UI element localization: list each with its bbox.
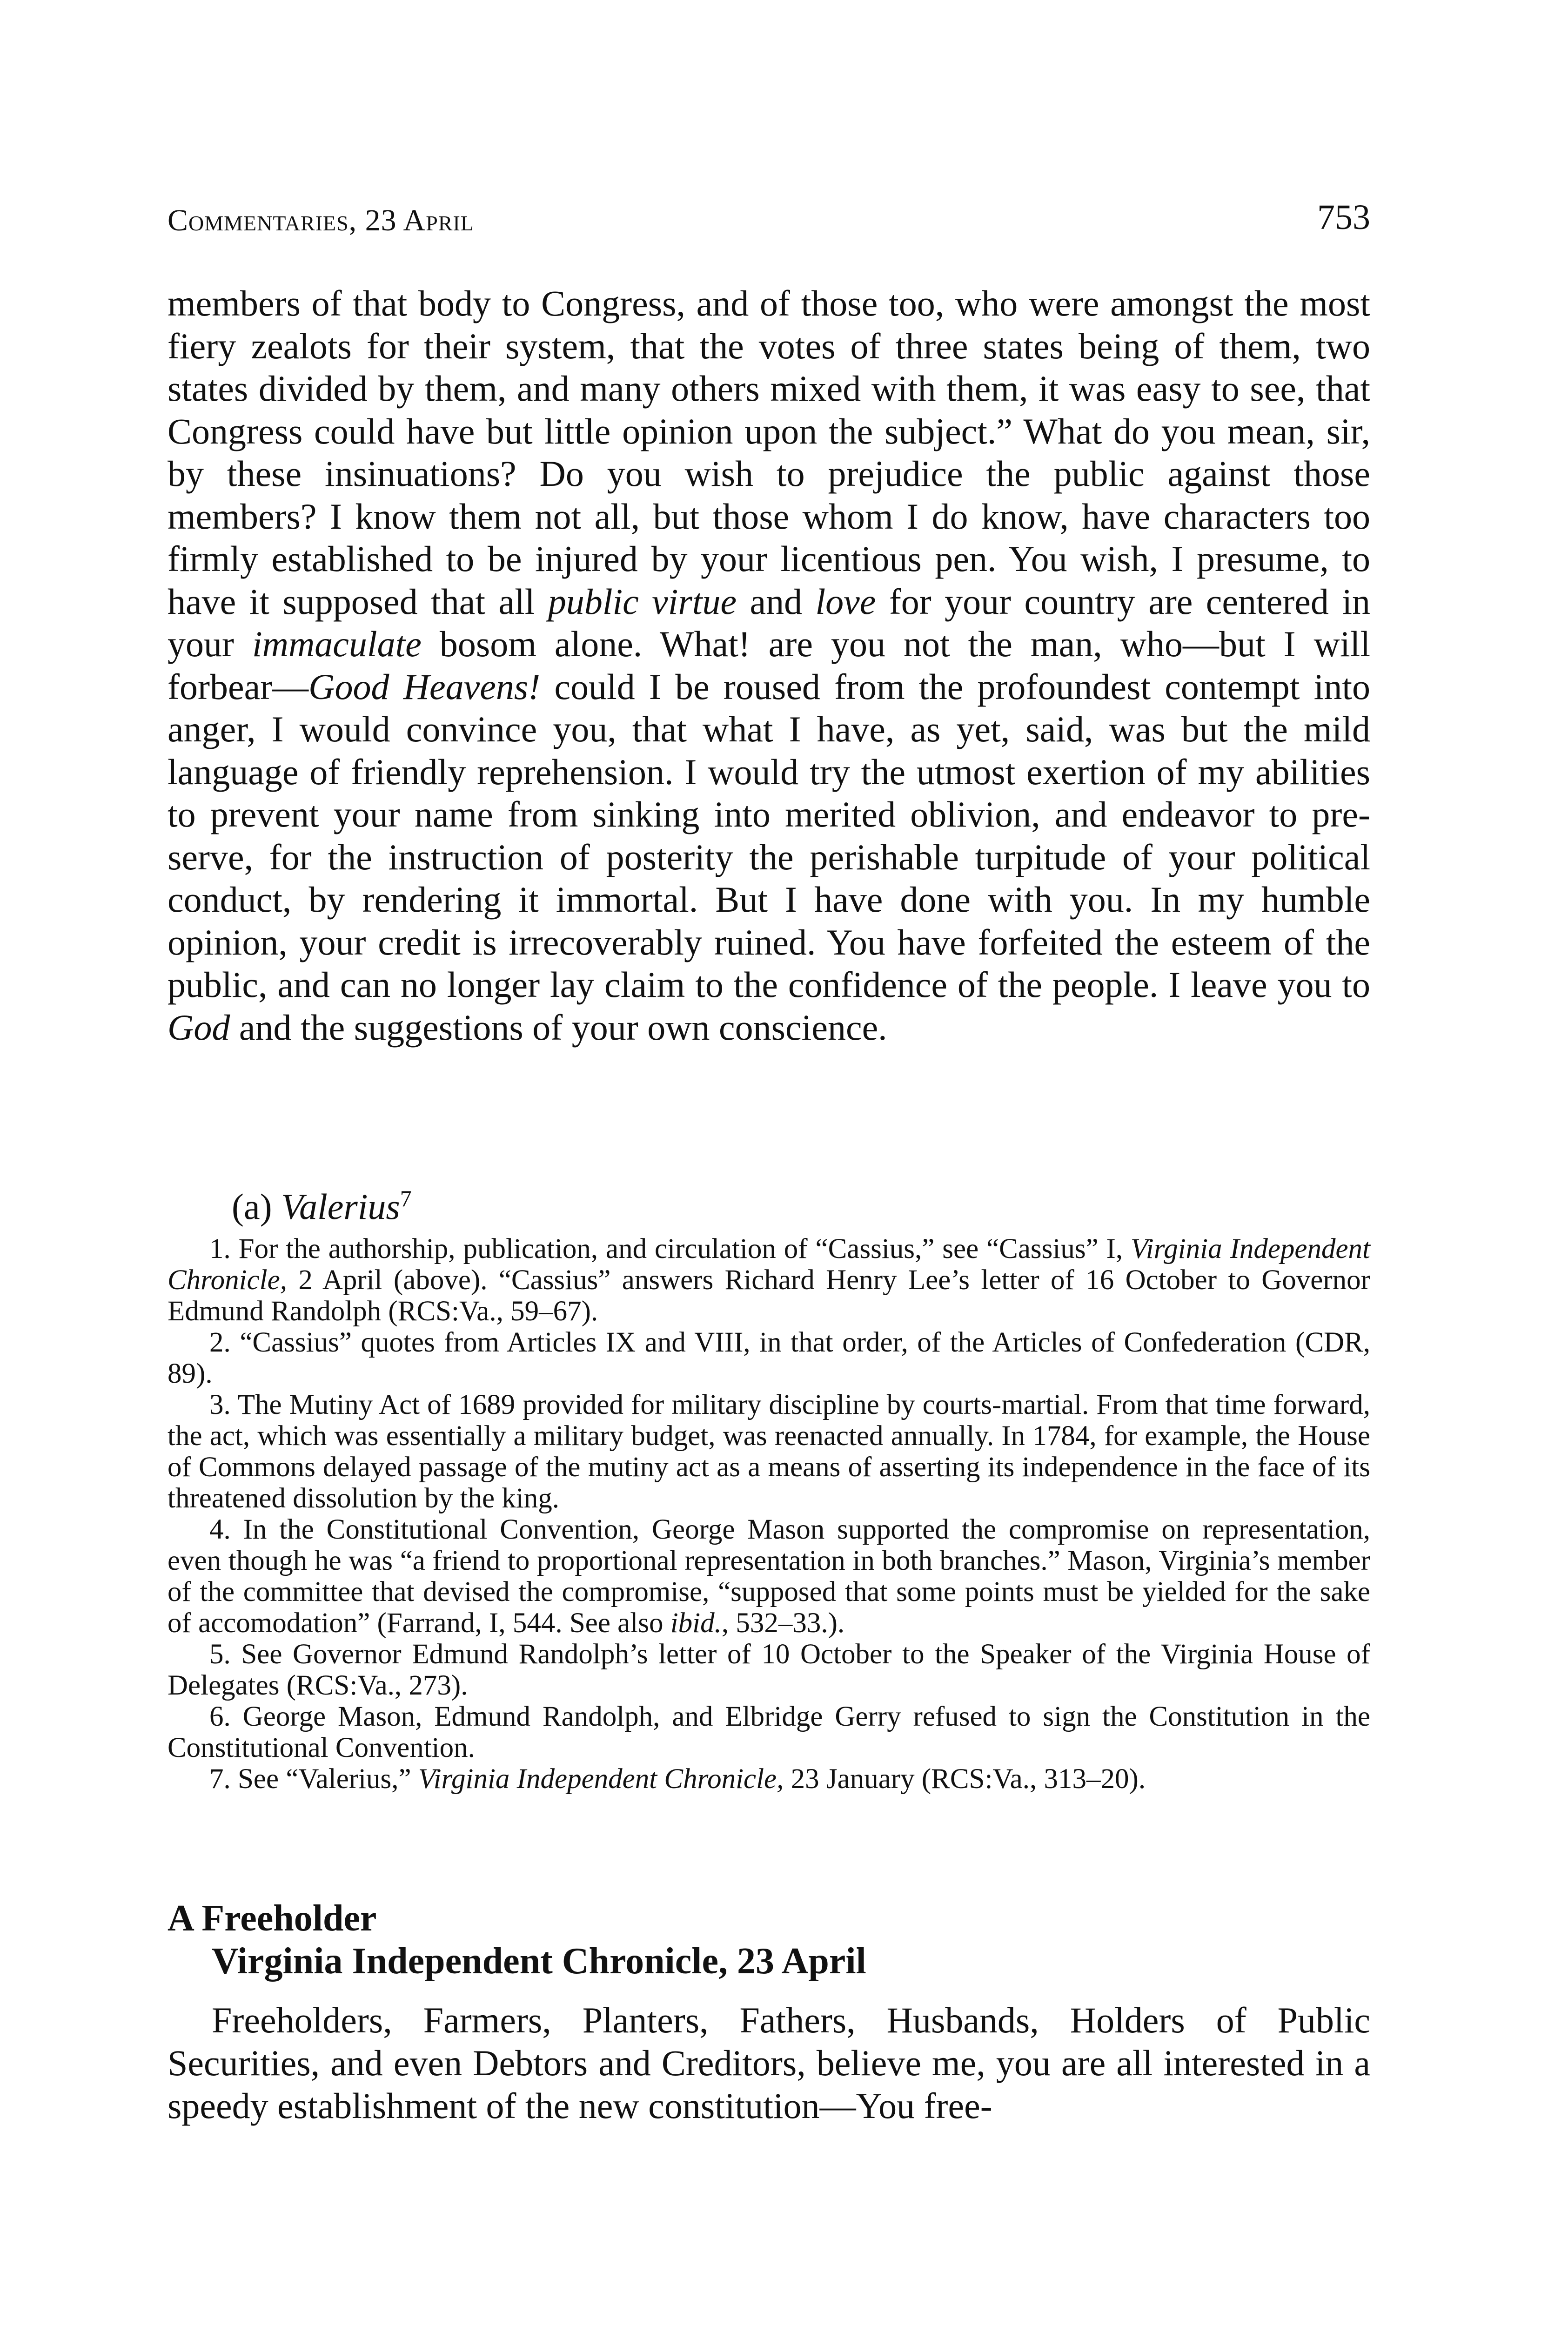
section-subheading: Virginia Independent Chronicle, 23 April	[212, 1941, 866, 1982]
main-body-text	[168, 282, 1370, 1049]
body-text-segment: for your country are centered in your	[168, 581, 1370, 664]
signature-note-ref: 7	[400, 1185, 412, 1211]
footnote-italic: Virginia Independent Chronicle,	[418, 1763, 784, 1795]
section-heading: A Freeholder	[168, 1898, 377, 1939]
body-text-segment: could I be roused from the profoundest contempt into anger, I would convince you, that what I have, as yet, said, was but the mild language of friendly reprehension. I would try the utmost exertion of my abilities to prevent your name from sinking into merited oblivion, and endeavor to preserve, for the instruction of posterity the perishable turpitude of your political conduct, by rendering it immortal. But I have done with you. In my humble opinion, your credit is irrecoverably ruined. You have forfeited the esteem of the public, and can no longer lay claim to the confidence of the people. I leave you to	[168, 666, 1370, 1005]
footnote-5: 5. See Governor Edmund Randolph’s letter of 10 October to the Speaker of the Virginia House of Delegates (RCS:Va., 273).	[168, 1639, 1370, 1701]
body-text-segment: members of that body to Congress, and of those too, who were amongst the most fiery zealots for their system, that the votes of three states being of them, two states divided by them, and many others mixed with them, it was easy to see, that Congress could have but little opinion upon the subject.” What do you mean, sir, by these insinuations? Do you wish to prejudice the public against those members? I know them not all, but those whom I do know, have characters too firmly established to be injured by your licentious pen. You wish, I presume, to have it supposed that all	[168, 283, 1370, 622]
footnote-text: , 532–33.).	[721, 1607, 845, 1639]
body-text-segment: and the suggestions of your own conscience.	[230, 1007, 887, 1048]
running-head: Commentaries, 23 April	[168, 203, 474, 237]
page-header	[168, 198, 1370, 240]
signature-line	[232, 1177, 412, 1228]
footnote-text: 7. See “Valerius,”	[209, 1763, 418, 1795]
footnote-text: 4. In the Constitutional Convention, George Mason supported the compromise on representation, even though he was “a friend to proportional representation in both branches.” Mason, Virginia’s member of the committee that devised the compromise, “supposed that some points must be yielded for the sake of accomodation” (Farrand, I, 544. See also	[168, 1514, 1370, 1639]
footnote-italic: ibid.	[670, 1607, 722, 1639]
section-body-paragraph: Freeholders, Farmers, Planters, Fathers, Husbands, Holders of Public Securities, and even Debtors and Creditors, believe me, you are all interested in a speedy establishment of the new constitution—You free-	[168, 2000, 1370, 2126]
emphasis-public-virtue: public virtue	[548, 581, 737, 622]
signature-name: Valerius	[281, 1186, 400, 1227]
body-paragraph	[168, 282, 1370, 1049]
footnote-6: 6. George Mason, Edmund Randolph, and Elbridge Gerry refused to sign the Constitution in the Constitutional Convention.	[168, 1701, 1370, 1763]
footnote-2: 2. “Cassius” quotes from Articles IX and VIII, in that order, of the Articles of Confederation (CDR, 89).	[168, 1327, 1370, 1389]
footnote-italic: Virginia Independent Chronicle,	[168, 1233, 1371, 1296]
footnote-7	[168, 1763, 1370, 1795]
emphasis-immaculate: immaculate	[252, 624, 422, 664]
footnotes	[168, 1233, 1370, 1795]
body-text-segment: bosom alone. What! are you not the man, who—but I will forbear—	[168, 624, 1370, 707]
footnote-3: 3. The Mutiny Act of 1689 provided for military discipline by courts-martial. From that time forward, the act, which was essentially a military budget, was reenacted annually. In 1784, for example, the House of Commons delayed passage of the mutiny act as a means of asserting its independence in the face of its threatened dissolution by the king.	[168, 1389, 1370, 1514]
signature-prefix: (a)	[232, 1186, 281, 1227]
footnote-text: 2 April (above). “Cassius” answers Richard Henry Lee’s letter of 16 October to Governor Edmund Randolph (RCS:Va., 59–67).	[168, 1264, 1370, 1327]
emphasis-god: God	[168, 1007, 230, 1048]
footnote-1	[168, 1233, 1370, 1327]
body-text-segment: and	[737, 581, 816, 622]
page-number: 753	[1317, 198, 1370, 237]
footnote-4	[168, 1514, 1370, 1639]
footnote-text: 23 January (RCS:Va., 313–20).	[784, 1763, 1146, 1795]
footnote-text: 1. For the authorship, publication, and circulation of “Cassius,” see “Cassius” I,	[209, 1233, 1131, 1264]
emphasis-love: love	[815, 581, 876, 622]
emphasis-good-heavens: Good Heavens!	[308, 666, 541, 707]
